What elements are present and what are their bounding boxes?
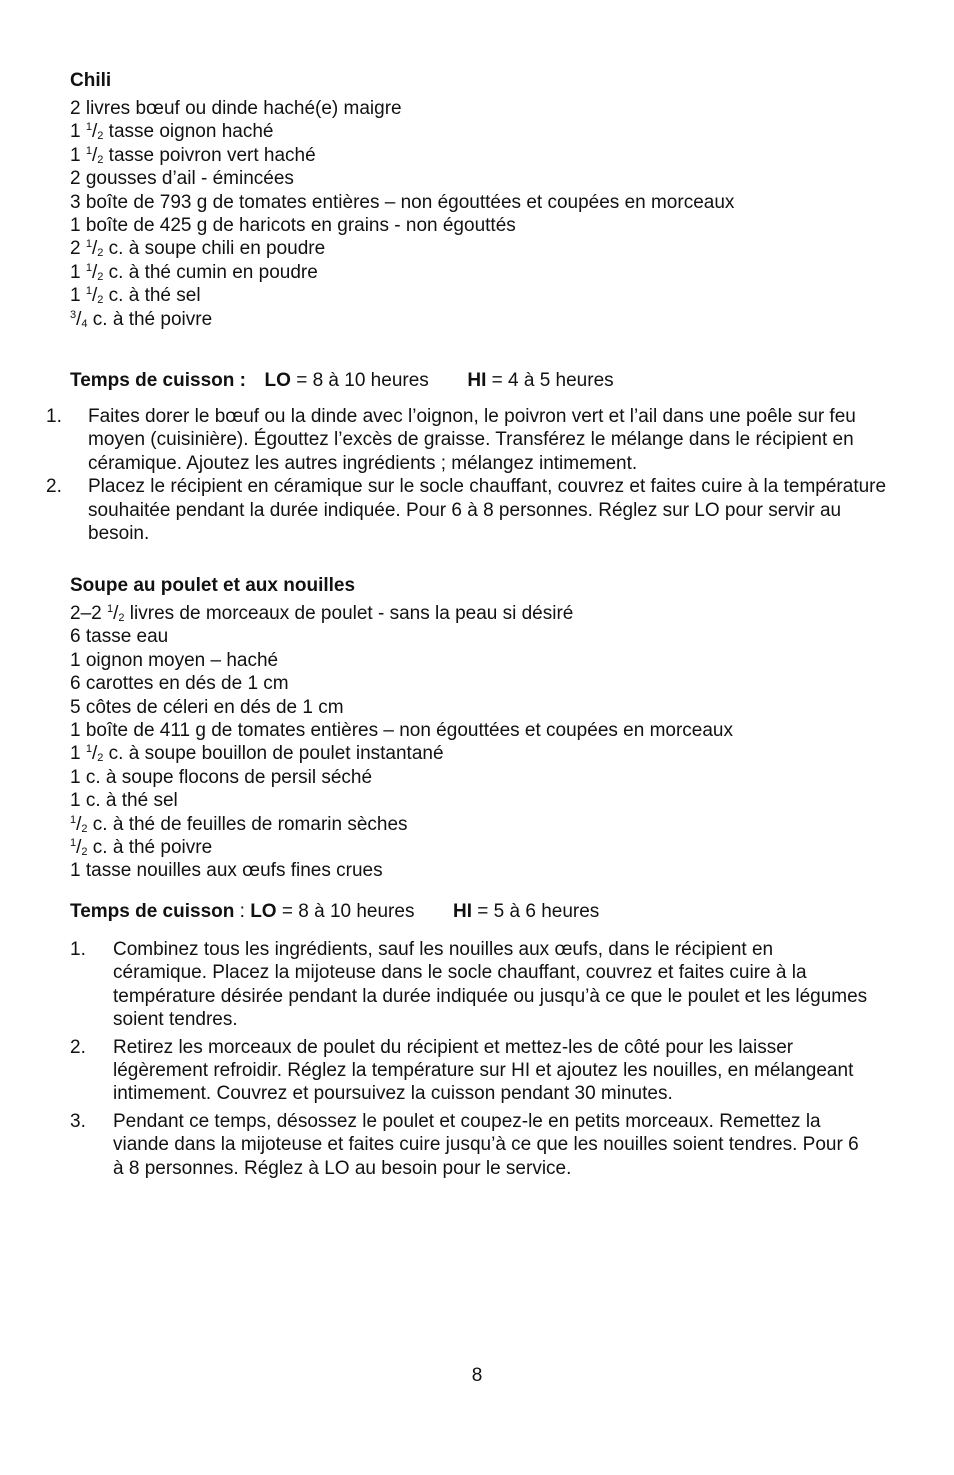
step-text: Pendant ce temps, désossez le poulet et coupez-le en petits morceaux. Remettez la viande dans la mijoteuse et faites cuire jusqu’à ce que les nouilles soient tendres. Pour 6 à 8 personnes. Réglez à LO au besoin pour le service. — [113, 1110, 859, 1179]
step-item — [70, 1110, 870, 1180]
ingredient-line: 1 boîte de 425 g de haricots en grains - non égouttés — [70, 214, 516, 236]
lo-value: = 8 à 10 heures — [296, 370, 429, 391]
ingredient-line: 1 tasse nouilles aux œufs fines crues — [70, 860, 383, 882]
ingredient-line: $^1/_2$ c. à thé poivre — [70, 836, 213, 858]
lo-label: LO — [250, 901, 277, 922]
soupe-steps — [70, 938, 870, 1180]
chili-steps — [46, 405, 888, 545]
chili-cooking-time — [70, 369, 614, 392]
hi-value: = 4 à 5 heures — [491, 370, 614, 391]
hi-label: HI — [467, 370, 487, 391]
step-text: Retirez les morceaux de poulet du récipient et mettez-les de côté pour les laisser légèrement refroidir. Réglez la température sur HI et ajoutez les nouilles, en mélangeant intimement. Couvrez et poursuivez la cuisson pendant 30 minutes. — [113, 1036, 854, 1105]
hi-value: = 5 à 6 heures — [477, 901, 600, 922]
ingredient-line: 3 boîte de 793 g de tomates entières – non égouttées et coupées en morceaux — [70, 191, 735, 213]
step-number: 3. — [70, 1110, 86, 1132]
ingredient-line: 1 c. à soupe flocons de persil séché — [70, 766, 373, 788]
ingredient-line: 1 $^1/_2$ tasse poivron vert haché — [70, 144, 316, 166]
lo-label: LO — [264, 370, 291, 391]
page-number: 8 — [471, 1365, 483, 1386]
colon: : — [234, 901, 251, 922]
ingredient-line: 6 tasse eau — [70, 626, 169, 648]
ingredient-line: $^3/_4$ c. à thé poivre — [70, 308, 213, 330]
ingredient-line: 1 boîte de 411 g de tomates entières – non égouttées et coupées en morceaux — [70, 719, 733, 741]
ingredient-line: 1 oignon moyen – haché — [70, 649, 279, 671]
step-text: Placez le récipient en céramique sur le socle chauffant, couvrez et faites cuire à la température souhaitée pendant la durée indiquée. Pour 6 à 8 personnes. Réglez sur LO pour servir au besoin. — [88, 476, 887, 545]
hi-label: HI — [453, 901, 473, 922]
soupe-title: Soupe au poulet et aux nouilles — [70, 575, 356, 596]
step-number: 2. — [46, 476, 62, 498]
cooking-time-label: Temps de cuisson : — [70, 370, 246, 391]
step-number: 2. — [70, 1036, 86, 1058]
step-item — [46, 405, 888, 475]
step-item — [70, 1036, 870, 1106]
ingredient-line: 2 $^1/_2$ c. à soupe chili en poudre — [70, 238, 326, 260]
ingredient-line: 2 livres bœuf ou dinde haché(e) maigre — [70, 98, 402, 119]
step-number: 1. — [46, 406, 62, 427]
chili-title: Chili — [70, 70, 112, 91]
step-text: Combinez tous les ingrédients, sauf les nouilles aux œufs, dans le récipient en céramique. Placez la mijoteuse dans le socle chauffant, couvrez et faites cuire à la température désirée pendant la durée indiquée ou jusqu’à ce que le poulet et les légumes soient tendres. — [113, 939, 868, 1031]
ingredient-line: 6 carottes en dés de 1 cm — [70, 673, 289, 695]
ingredient-line: 5 côtes de céleri en dés de 1 cm — [70, 696, 344, 718]
lo-value: = 8 à 10 heures — [281, 901, 415, 922]
ingredient-line: 1 $^1/_2$ tasse oignon haché — [70, 121, 274, 143]
ingredient-line: 2–2 $^1/_2$ livres de morceaux de poulet - sans la peau si désiré — [70, 603, 574, 624]
cooking-time-label: Temps de cuisson — [70, 901, 235, 922]
ingredient-line: 1 $^1/_2$ c. à thé cumin en poudre — [70, 261, 318, 283]
step-text: Faites dorer le bœuf ou la dinde avec l’oignon, le poivron vert et l’ail dans une poêle sur feu moyen (cuisinière). Égouttez l’excès de graisse. Transférez le mélange dans le récipient en céramique. Ajoutez les autres ingrédients ; mélangez intimement. — [88, 406, 856, 474]
ingredient-line: 1 $^1/_2$ c. à soupe bouillon de poulet instantané — [70, 743, 444, 765]
ingredient-line: $^1/_2$ c. à thé de feuilles de romarin sèches — [70, 813, 408, 835]
step-number: 1. — [70, 939, 86, 960]
step-item — [70, 938, 870, 1032]
ingredient-line: 1 c. à thé sel — [70, 790, 178, 812]
chili-ingredient-list — [70, 97, 734, 331]
step-item — [46, 475, 888, 545]
ingredient-line: 2 gousses d’ail - émincées — [70, 168, 294, 190]
soupe-ingredient-list — [70, 602, 733, 883]
ingredient-line: 1 $^1/_2$ c. à thé sel — [70, 285, 201, 307]
soupe-cooking-time — [70, 900, 599, 923]
